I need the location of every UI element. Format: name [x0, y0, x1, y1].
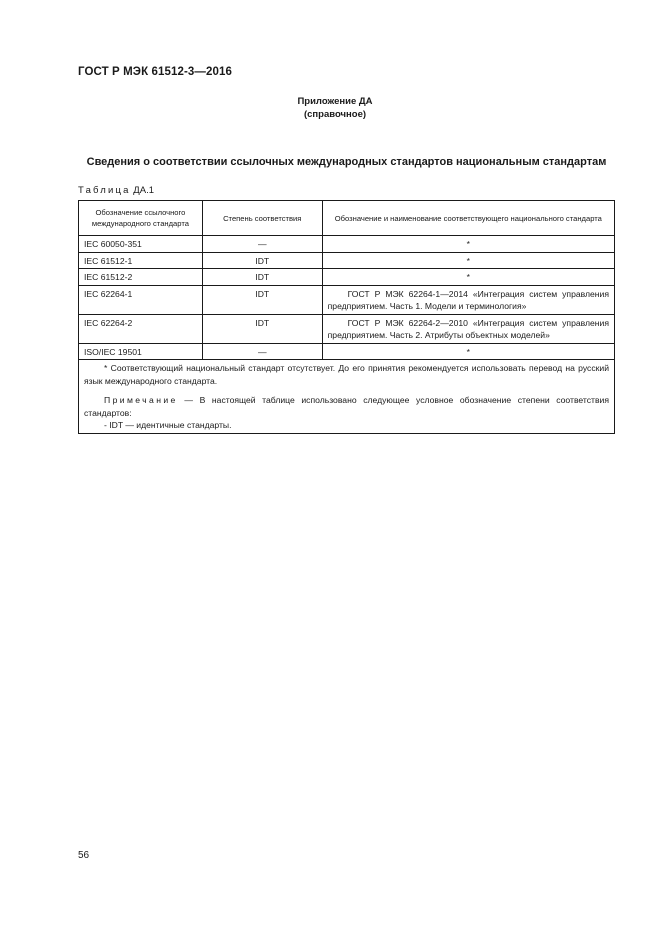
page-number: 56: [78, 850, 90, 861]
cell-ref: ISO/IEC 19501: [79, 343, 203, 360]
cell-degree: IDT: [202, 252, 322, 269]
cell-ref: IEC 62264-1: [79, 285, 203, 314]
column-header-ref: Обозначение ссылочного международного стандарта: [79, 201, 203, 236]
cell-degree: IDT: [202, 285, 322, 314]
table-row: [79, 236, 615, 253]
appendix-subtitle: (справочное): [303, 109, 367, 120]
cell-degree: IDT: [202, 269, 322, 286]
table-row: [79, 343, 615, 360]
cell-national: *: [322, 252, 614, 269]
appendix-heading: [0, 95, 661, 121]
cell-ref: IEC 62264-2: [79, 314, 203, 343]
cell-national: ГОСТ Р МЭК 62264-1—2014 «Интеграция систем управления предприятием. Часть 1. Модели и терминология»: [322, 285, 614, 314]
column-header-degree: Степень соответствия: [202, 201, 322, 236]
table-note: [84, 394, 609, 419]
table-row: [79, 252, 615, 269]
note-label: Примечание: [104, 395, 178, 405]
table-row: [79, 285, 615, 314]
cell-ref: IEC 60050-351: [79, 236, 203, 253]
appendix-title: Приложение ДА: [297, 96, 373, 107]
table-row: [79, 314, 615, 343]
cell-national: *: [322, 236, 614, 253]
cell-degree: IDT: [202, 314, 322, 343]
table-notes: [79, 360, 615, 434]
note-text: — В настоящей таблице использовано следующее условное обозначение степени соответствия стандартов:: [84, 395, 610, 418]
column-header-national: Обозначение и наименование соответствующего национального стандарта: [322, 201, 614, 236]
document-code: ГОСТ Р МЭК 61512-3—2016: [78, 66, 232, 78]
table-header-row: [79, 201, 615, 236]
cell-degree: —: [202, 343, 322, 360]
cell-ref: IEC 61512-2: [79, 269, 203, 286]
cell-national: ГОСТ Р МЭК 62264-2—2010 «Интеграция систем управления предприятием. Часть 2. Атрибуты объектных моделей»: [322, 314, 614, 343]
cell-ref: IEC 61512-1: [79, 252, 203, 269]
cell-degree: —: [202, 236, 322, 253]
table-notes-row: [79, 360, 615, 434]
section-title: Сведения о соответствии ссылочных международных стандартов национальным стандартам: [86, 156, 607, 168]
reference-standards-table: [78, 200, 615, 434]
cell-national: *: [322, 269, 614, 286]
table-caption: [78, 185, 154, 196]
table-caption-id: ДА.1: [133, 185, 154, 196]
table-caption-word: Таблица: [78, 185, 131, 196]
table-footnote: * Соответствующий национальный стандарт отсутствует. До его принятия рекомендуется использовать перевод на русский язык международного стандарта.: [84, 363, 609, 386]
note-item: - IDT — идентичные стандарты.: [104, 420, 232, 430]
cell-national: *: [322, 343, 614, 360]
table-row: [79, 269, 615, 286]
